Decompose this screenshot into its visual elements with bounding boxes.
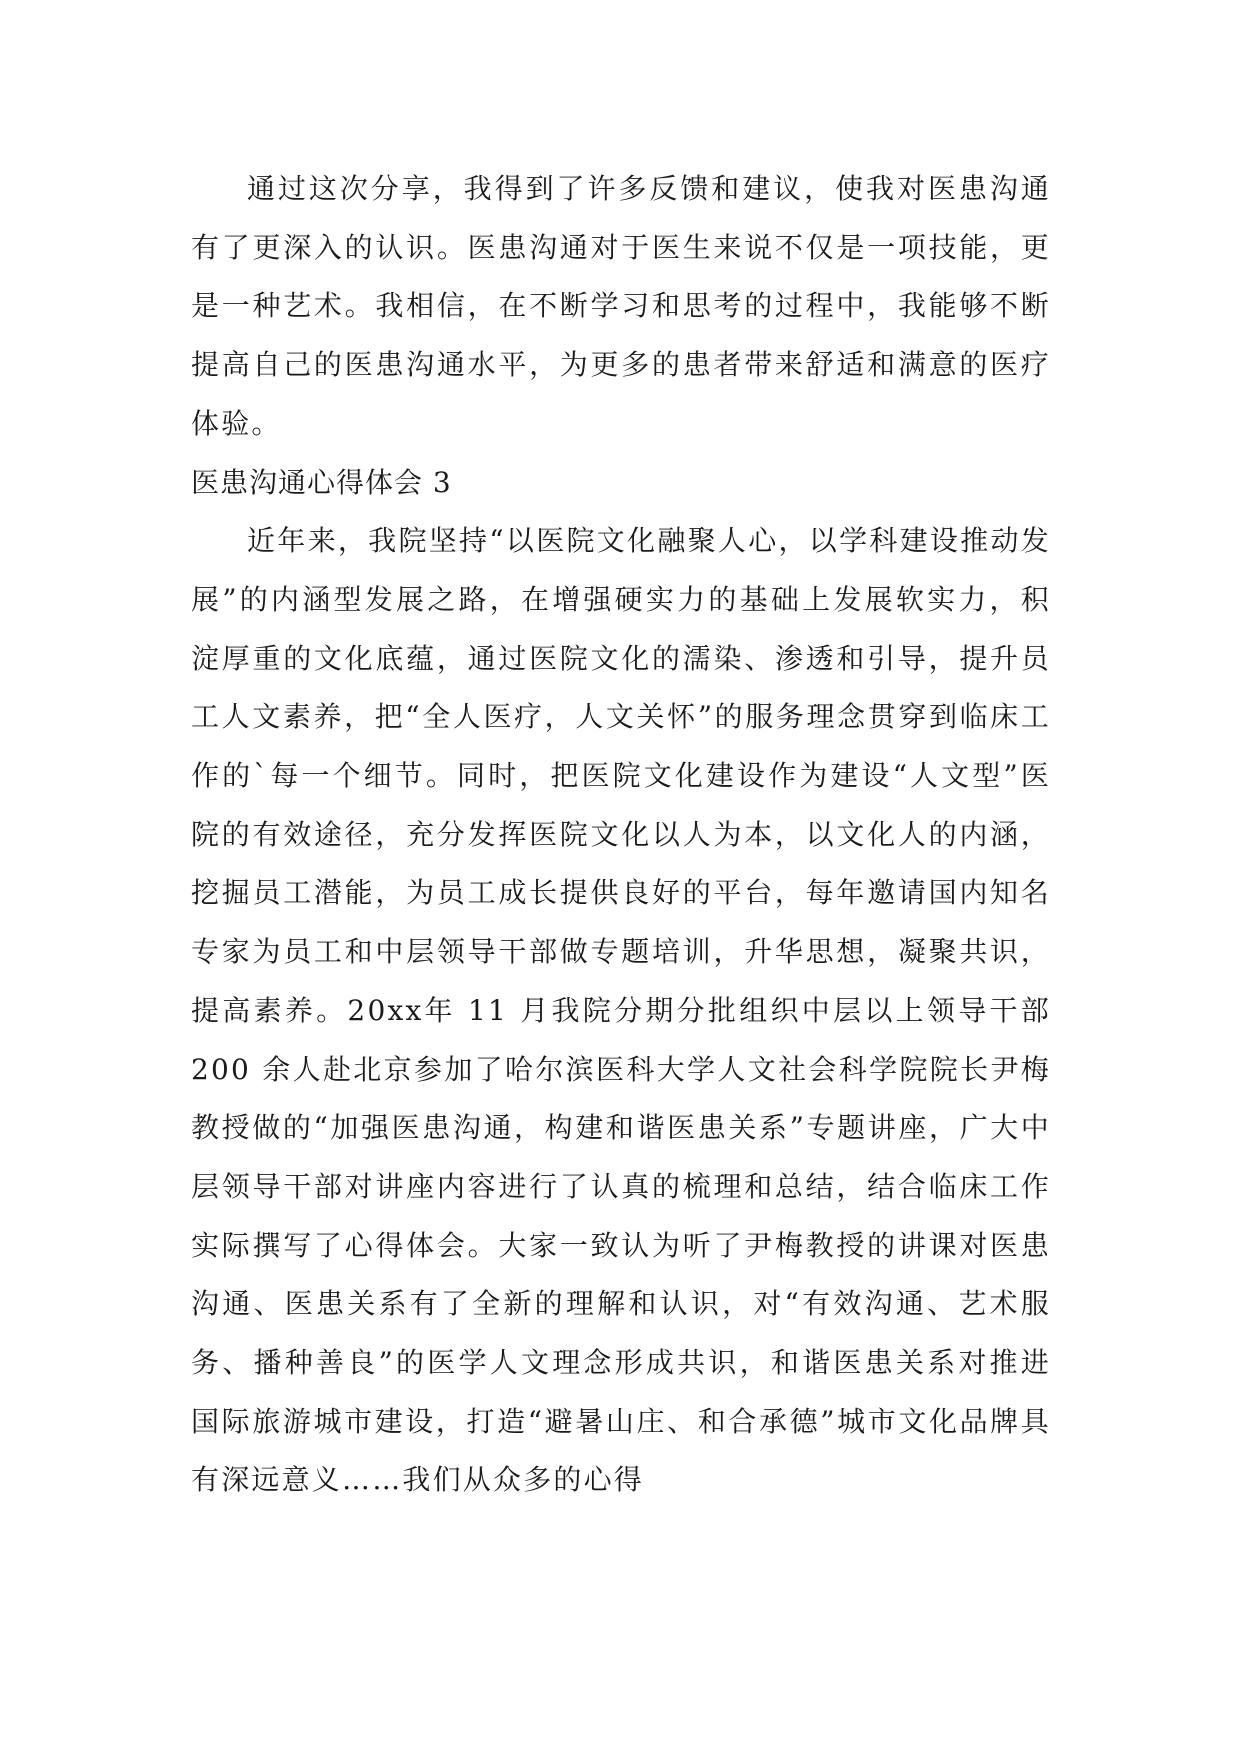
section-heading: 医患沟通心得体会 3 xyxy=(191,465,452,499)
document-page xyxy=(191,160,1051,1510)
paragraph-hospital-culture: 近年来，我院坚持“以医院文化融聚人心，以学科建设推动发展”的内涵型发展之路，在增强硬实力的基础上发展软实力，积淀厚重的文化底蕴，通过医院文化的濡染、渗透和引导，提升员工人文素养，把“全人医疗，人文关怀”的服务理念贯穿到临床工作的`每一个细节。同时，把医院文化建设作为建设“人文型”医院的有效途径，充分发挥医院文化以人为本，以文化人的内涵，挖掘员工潜能，为员工成长提供良好的平台，每年邀请国内知名专家为员工和中层领导干部做专题培训，升华思想，凝聚共识，提高素养。20xx年 11 月我院分期分批组织中层以上领导干部 200 余人赴北京参加了哈尔滨医科大学人文社会科学院院长尹梅教授做的“加强医患沟通，构建和谐医患关系”专题讲座，广大中层领导干部对讲座内容进行了认真的梳理和总结，结合临床工作实际撰写了心得体会。大家一致认为听了尹梅教授的讲课对医患沟通、医患关系有了全新的理解和认识，对“有效沟通、艺术服务、播种善良”的医学人文理念形成共识，和谐医患关系对推进国际旅游城市建设，打造“避暑山庄、和合承德”城市文化品牌具有深远意义……我们从众多的心得 xyxy=(191,524,1051,1497)
paragraph-feedback: 通过这次分享，我得到了许多反馈和建议，使我对医患沟通有了更深入的认识。医患沟通对于医生来说不仅是一项技能，更是一种艺术。我相信，在不断学习和思考的过程中，我能够不断提高自己的医患沟通水平，为更多的患者带来舒适和满意的医疗体验。 xyxy=(191,172,1051,440)
